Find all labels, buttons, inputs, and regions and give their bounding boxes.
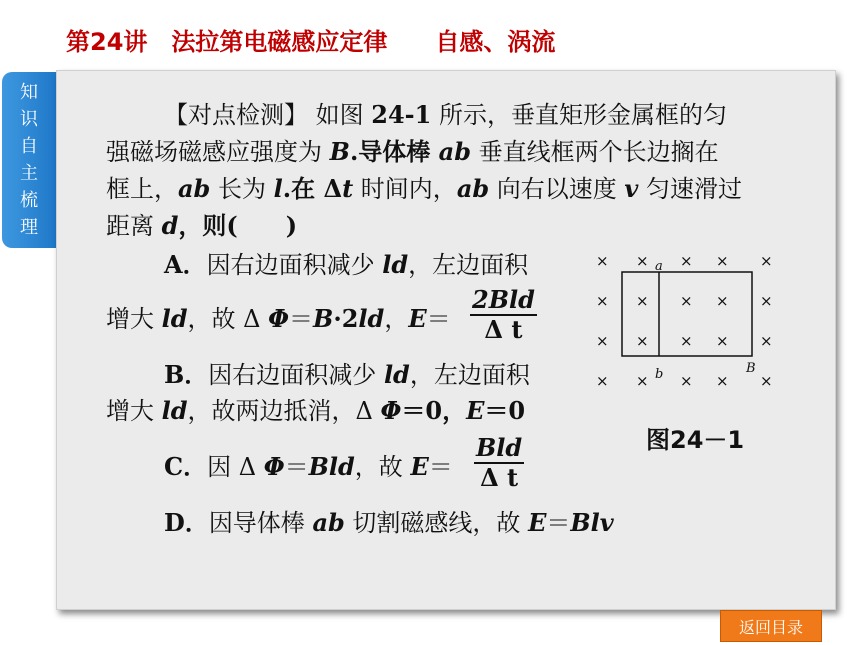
text: E <box>528 508 547 537</box>
point-a-label: a <box>655 259 663 274</box>
field-mark: × <box>596 292 609 310</box>
question-line-3 <box>106 174 742 204</box>
text: ld <box>161 304 188 333</box>
text: 因 Δ <box>207 453 264 481</box>
field-mark: × <box>716 332 729 350</box>
text: E <box>466 396 485 425</box>
field-mark: × <box>680 332 693 350</box>
fraction-denominator: Δ t <box>484 315 523 344</box>
option-d-line-1[interactable] <box>164 508 614 538</box>
option-letter: B． <box>164 360 209 389</box>
fraction-denominator: Δ t <box>480 463 519 492</box>
option-b-line-1[interactable] <box>164 360 530 390</box>
option-a-line-2[interactable] <box>106 304 451 334</box>
text: t <box>342 174 354 203</box>
side-tab-char: 自 <box>20 136 38 157</box>
field-mark: × <box>680 292 693 310</box>
text: ＝ <box>426 305 451 333</box>
magnetic-field-diagram <box>592 248 782 398</box>
field-mark: × <box>596 252 609 270</box>
field-mark: × <box>636 332 649 350</box>
text: 框上， <box>106 175 178 203</box>
text: ab <box>312 508 345 537</box>
text: Bld <box>308 452 355 481</box>
text: E <box>408 304 427 333</box>
text: ，则( ) <box>178 211 298 240</box>
option-letter: C． <box>164 452 208 481</box>
text: 因导体棒 <box>208 509 313 537</box>
question-line-1 <box>164 100 727 130</box>
option-b-line-2[interactable] <box>106 396 525 426</box>
text: 所示，垂直矩形金属框的匀 <box>431 101 727 129</box>
text: E <box>410 452 429 481</box>
field-mark: × <box>680 372 693 390</box>
text: ·2 <box>333 304 359 333</box>
text: Blv <box>570 508 614 537</box>
text: 时间内， <box>353 175 457 203</box>
side-tab-char: 知 <box>20 82 38 103</box>
field-mark: × <box>760 292 773 310</box>
text: ld <box>161 396 188 425</box>
text: 增大 <box>106 305 162 333</box>
text: ＝ <box>428 453 453 481</box>
field-mark: × <box>716 372 729 390</box>
field-mark: × <box>680 252 693 270</box>
side-tab-char: 理 <box>20 217 38 238</box>
side-tab-char: 梳 <box>20 190 38 211</box>
text: 距离 <box>106 212 162 240</box>
text: v <box>624 174 639 203</box>
text: .导体棒 <box>349 137 439 166</box>
option-letter: D． <box>164 508 209 537</box>
point-b-label: b <box>655 367 664 382</box>
text: ld <box>382 250 409 279</box>
text: ab <box>438 137 471 166</box>
question-line-2 <box>106 137 719 167</box>
text: 因右边面积减少 <box>208 361 384 389</box>
field-mark: × <box>716 252 729 270</box>
text: 向右以速度 <box>489 175 625 203</box>
text: ，故 <box>354 453 411 481</box>
field-mark: × <box>636 252 649 270</box>
text: ab <box>456 174 490 203</box>
text: Φ <box>380 396 402 425</box>
field-mark: × <box>760 372 773 390</box>
text: ＝ <box>546 509 571 537</box>
text: 匀速滑过 <box>638 175 743 203</box>
text: ＝0 <box>484 396 526 425</box>
text: ld <box>358 304 385 333</box>
side-tab-char: 识 <box>20 109 38 130</box>
page-title: 第24讲 法拉第电磁感应定律 自感、涡流 <box>66 28 556 56</box>
field-mark: × <box>636 292 649 310</box>
back-to-contents-button[interactable]: 返回目录 <box>720 610 822 642</box>
text: B <box>313 304 334 333</box>
text: ，故两边抵消，Δ <box>187 397 381 425</box>
text: 24-1 <box>371 100 432 129</box>
text: ， <box>384 305 409 333</box>
text: ＝ <box>284 453 309 481</box>
text: Φ <box>268 304 290 333</box>
text: 长为 <box>210 175 274 203</box>
text: ＝ <box>289 305 314 333</box>
text: 因右边面积减少 <box>206 251 383 279</box>
text: B <box>329 137 350 166</box>
fraction-numerator: 2Bld <box>472 285 535 314</box>
option-a-line-1[interactable] <box>164 250 528 280</box>
text: 切割磁感线，故 <box>344 509 529 537</box>
text: 增大 <box>106 397 162 425</box>
text: ＝0， <box>401 396 467 425</box>
field-mark: × <box>760 332 773 350</box>
field-mark: × <box>716 292 729 310</box>
text: ld <box>383 360 410 389</box>
text: d <box>161 211 179 240</box>
point-B-label: B <box>746 361 756 376</box>
option-a-fraction <box>470 286 537 344</box>
text: Φ <box>263 452 285 481</box>
text: l <box>273 174 283 203</box>
side-tab-char: 主 <box>20 163 38 184</box>
text: .在 Δ <box>282 174 343 203</box>
text: 强磁场磁感应强度为 <box>106 138 330 166</box>
text: ，左边面积 <box>409 361 530 389</box>
fraction-numerator: Bld <box>476 433 523 462</box>
field-mark: × <box>596 372 609 390</box>
text: ，故 Δ <box>187 305 269 333</box>
option-c-fraction <box>474 434 524 492</box>
sidebar-tab-knowledge-review[interactable] <box>2 72 56 248</box>
option-c-line-1[interactable] <box>164 452 453 482</box>
text: 【对点检测】 如图 <box>164 101 372 129</box>
text: ab <box>178 174 211 203</box>
text: ，左边面积 <box>408 251 529 279</box>
question-line-4 <box>106 211 297 241</box>
field-mark: × <box>760 252 773 270</box>
field-mark: × <box>596 332 609 350</box>
text: 垂直线框两个长边搁在 <box>471 138 719 166</box>
field-mark: × <box>636 372 649 390</box>
figure-caption: 图24－1 <box>646 426 745 454</box>
option-letter: A． <box>164 250 207 279</box>
